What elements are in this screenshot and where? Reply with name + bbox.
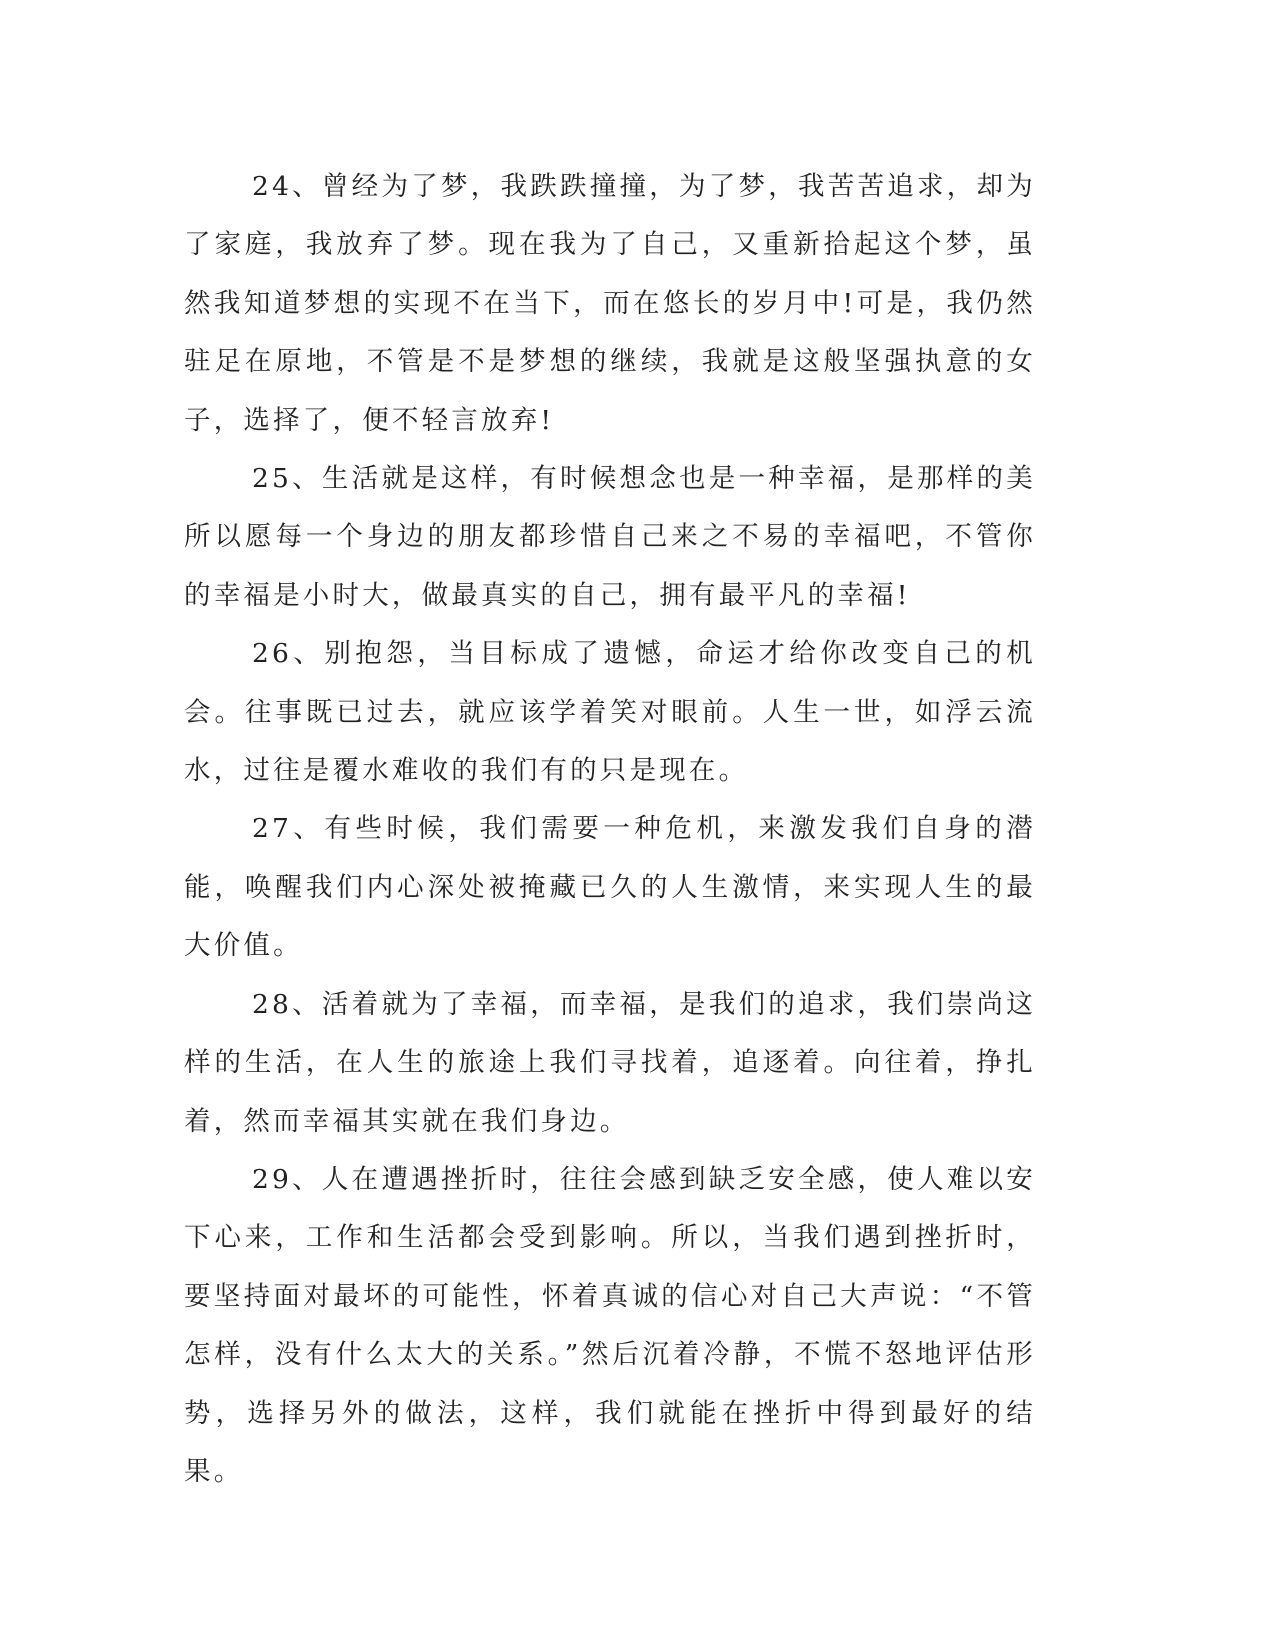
- paragraph-24: 24、曾经为了梦，我跌跌撞撞，为了梦，我苦苦追求，却为了家庭，我放弃了梦。现在我为了自己，又重新拾起这个梦，虽然我知道梦想的实现不在当下，而在悠长的岁月中!可是，我仍然驻足在原地，不管是不是梦想的继续，我就是这般坚强执意的女子，选择了，便不轻言放弃!: [184, 171, 1036, 436]
- paragraph-26: 26、别抱怨，当目标成了遗憾，命运才给你改变自己的机会。往事既已过去，就应该学着笑对眼前。人生一世，如浮云流水，过往是覆水难收的我们有的只是现在。: [184, 638, 1036, 787]
- paragraph-27: 27、有些时候，我们需要一种危机，来激发我们自身的潜能，唤醒我们内心深处被掩藏已久的人生激情，来实现人生的最大价值。: [184, 813, 1036, 962]
- paragraph-29: 29、人在遭遇挫折时，往往会感到缺乏安全感，使人难以安下心来，工作和生活都会受到影响。所以，当我们遇到挫折时，要坚持面对最坏的可能性，怀着真诚的信心对自己大声说：“不管怎样，没有什么太大的关系。”然后沉着冷静，不慌不怒地评估形势，选择另外的做法，这样，我们就能在挫折中得到最好的结果。: [184, 1163, 1036, 1487]
- paragraph-25: 25、生活就是这样，有时候想念也是一种幸福，是那样的美所以愿每一个身边的朋友都珍惜自己来之不易的幸福吧，不管你的幸福是小时大，做最真实的自己，拥有最平凡的幸福!: [184, 463, 1036, 611]
- document-body: [184, 158, 1036, 1501]
- paragraph-28: 28、活着就为了幸福，而幸福，是我们的追求，我们崇尚这样的生活，在人生的旅途上我们寻找着，追逐着。向往着，挣扎着，然而幸福其实就在我们身边。: [184, 988, 1036, 1137]
